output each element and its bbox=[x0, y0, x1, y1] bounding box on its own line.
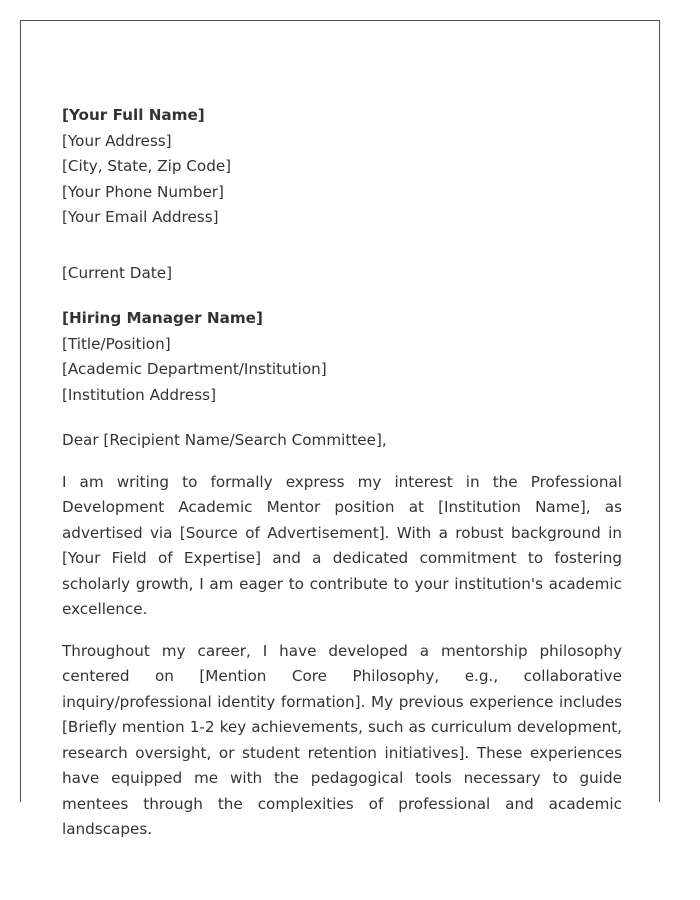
recipient-department: [Academic Department/Institution] bbox=[62, 360, 327, 378]
recipient-name: [Hiring Manager Name] bbox=[62, 309, 263, 327]
recipient-title: [Title/Position] bbox=[62, 334, 171, 353]
date-block bbox=[62, 261, 622, 287]
sender-address: [Your Address] bbox=[62, 131, 172, 150]
salutation: Dear [Recipient Name/Search Committee], bbox=[62, 431, 387, 449]
letter-date: [Current Date] bbox=[62, 263, 173, 282]
letter-content bbox=[62, 103, 622, 843]
sender-name: [Your Full Name] bbox=[62, 106, 205, 124]
body-paragraph-2: Throughout my career, I have developed a mentorship philosophy centered on [Mention Core Philosophy, e.g., collaborative inquiry/professional identity formation]. My previous experience includes [Briefly mention 1-2 key achievements, such as curriculum development, research oversight, or student retention initiatives]. These experiences have equipped me with the pedagogical tools necessary to guide mentees through the complexities of professional and academic landscapes. bbox=[62, 641, 622, 838]
sender-city: [City, State, Zip Code] bbox=[62, 157, 232, 175]
recipient-address: [Institution Address] bbox=[62, 385, 217, 404]
sender-email: [Your Email Address] bbox=[62, 208, 219, 226]
salutation-block bbox=[62, 428, 622, 454]
sender-block bbox=[62, 103, 622, 231]
body-paragraph-1: I am writing to formally express my interest in the Professional Development Academic Mentor position at [Institution Name], as advertised via [Source of Advertisement]. With a robust background in [Your Field of Expertise] and a dedicated commitment to fostering scholarly growth, I am eager to contribute to your institution's academic excellence. bbox=[62, 472, 622, 618]
letter-page bbox=[20, 20, 660, 838]
recipient-block bbox=[62, 306, 622, 408]
sender-phone: [Your Phone Number] bbox=[62, 182, 224, 201]
